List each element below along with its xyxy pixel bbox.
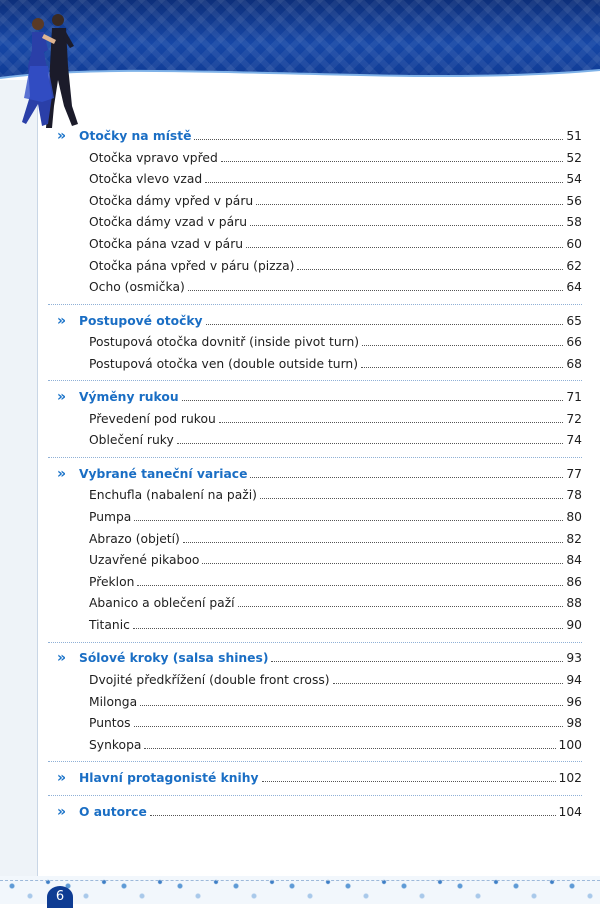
toc-page-number: 98 <box>566 716 582 731</box>
toc-page-number: 104 <box>558 804 582 819</box>
toc-page-number: 66 <box>566 335 582 350</box>
toc-section-title: Výměny rukou <box>79 390 179 405</box>
toc-item-row[interactable] <box>0 148 600 168</box>
toc-page-number: 80 <box>566 510 582 524</box>
toc-item-row[interactable] <box>0 430 600 450</box>
toc-page-number: 96 <box>566 694 582 709</box>
toc-section-title: Sólové kroky (salsa shines) <box>79 651 269 666</box>
toc-page-number: 93 <box>566 651 582 666</box>
toc-item-title: Puntos <box>89 716 131 731</box>
toc-item-row[interactable] <box>0 550 600 570</box>
toc-page-number: 74 <box>566 433 582 448</box>
dot-leader <box>183 542 564 543</box>
section-divider <box>48 304 582 305</box>
toc-item-row[interactable] <box>0 169 600 189</box>
toc-item-row[interactable] <box>0 256 600 276</box>
section-marker-icon: » <box>57 770 67 787</box>
toc-item-title: Uzavřené pikaboo <box>89 553 200 568</box>
toc-page-number: 94 <box>566 673 582 687</box>
dot-leader <box>206 324 564 325</box>
section-divider <box>48 457 582 458</box>
section-marker-icon: » <box>57 389 67 406</box>
section-marker-icon: » <box>57 650 67 667</box>
toc-item-row[interactable] <box>0 191 600 211</box>
dot-leader <box>221 161 564 162</box>
dot-leader <box>137 585 563 586</box>
section-marker-icon: » <box>57 465 67 482</box>
toc-item-row[interactable] <box>0 409 600 429</box>
toc-item-title: Otočka pána vpřed v páru (pizza) <box>89 258 295 273</box>
section-marker-icon: » <box>57 312 67 329</box>
section-divider <box>48 795 582 796</box>
section-divider <box>48 380 582 381</box>
toc-page-number: 78 <box>566 488 582 503</box>
toc-section-title: Postupové otočky <box>79 313 203 328</box>
dot-leader <box>150 815 556 816</box>
toc-item-title: Dvojité předkřížení (double front cross) <box>89 673 330 687</box>
toc-page-number: 60 <box>566 237 582 251</box>
dot-leader <box>182 400 564 401</box>
toc-page-number: 86 <box>566 574 582 589</box>
toc-page-number: 51 <box>566 129 582 143</box>
toc-item-row[interactable] <box>0 234 600 254</box>
toc-item-title: Abanico a oblečení paží <box>89 596 235 611</box>
dot-leader <box>260 498 563 499</box>
toc-item-row[interactable] <box>0 593 600 613</box>
dot-leader <box>250 477 563 478</box>
toc-item-row[interactable] <box>0 692 600 712</box>
toc-page-number: 56 <box>566 193 582 208</box>
dot-leader <box>238 606 564 607</box>
dot-leader <box>140 705 563 706</box>
toc-item-title: Postupová otočka ven (double outside turn) <box>89 356 359 371</box>
dot-leader <box>202 563 563 564</box>
toc-item-title: Enchufla (nabalení na paži) <box>89 488 257 503</box>
toc-page-number: 65 <box>566 313 582 328</box>
toc-item-title: Postupová otočka dovnitř (inside pivot turn) <box>89 335 360 350</box>
toc-item-row[interactable] <box>0 212 600 232</box>
toc-item-row[interactable] <box>0 735 600 755</box>
toc-item-row[interactable] <box>0 277 600 297</box>
toc-item-title: Titanic <box>89 618 130 632</box>
toc-page-number: 77 <box>566 466 582 481</box>
toc-page-number: 68 <box>566 356 582 371</box>
toc-page-number: 100 <box>558 737 582 752</box>
toc-item-title: Otočka pána vzad v páru <box>89 237 244 251</box>
toc-page-number: 52 <box>566 150 582 165</box>
dot-leader <box>188 290 564 291</box>
section-divider <box>48 761 582 762</box>
toc-item-title: Otočka dámy vzad v páru <box>89 215 247 230</box>
toc-section-row[interactable] <box>0 126 600 146</box>
toc-page-number: 54 <box>566 172 582 187</box>
toc-section-row[interactable] <box>0 387 600 407</box>
toc-item-title: Milonga <box>89 694 138 709</box>
toc-item-title: Otočka vlevo vzad <box>89 172 203 187</box>
dot-leader <box>134 726 564 727</box>
toc-page-number: 88 <box>566 596 582 611</box>
dot-leader <box>219 422 564 423</box>
header-swoosh <box>0 48 600 88</box>
footer-divider <box>0 880 600 881</box>
toc-item-title: Oblečení ruky <box>89 433 174 448</box>
toc-item-title: Ocho (osmička) <box>89 280 185 295</box>
toc-item-title: Otočka vpravo vpřed <box>89 150 218 165</box>
toc-item-row[interactable] <box>0 354 600 374</box>
dot-leader <box>362 345 563 346</box>
dot-leader <box>177 443 564 444</box>
section-marker-icon: » <box>57 128 67 144</box>
toc-item-title: Abrazo (objetí) <box>89 531 180 546</box>
dot-leader <box>361 367 563 368</box>
toc-item-row[interactable] <box>0 485 600 505</box>
toc-page-number: 64 <box>566 280 582 295</box>
dot-leader <box>133 628 563 629</box>
toc-section-title: Hlavní protagonisté knihy <box>79 771 259 786</box>
toc-item-row[interactable] <box>0 529 600 549</box>
toc-section-row[interactable] <box>0 802 600 822</box>
section-marker-icon: » <box>57 803 67 820</box>
toc-page-number: 62 <box>566 258 582 273</box>
dot-leader <box>134 520 563 521</box>
dot-leader <box>333 683 564 684</box>
dot-leader <box>250 225 563 226</box>
toc-page-number: 71 <box>566 390 582 405</box>
toc-item-title: Synkopa <box>89 737 142 752</box>
toc-page-number: 72 <box>566 411 582 426</box>
toc-item-row[interactable] <box>0 713 600 733</box>
toc-section-title: Vybrané taneční variace <box>79 466 248 481</box>
dancing-couple-icon <box>8 6 84 134</box>
toc-page-number: 58 <box>566 215 582 230</box>
dot-leader <box>144 748 555 749</box>
toc-page-number: 82 <box>566 531 582 546</box>
toc-page-number: 102 <box>558 771 582 786</box>
toc-page-number: 90 <box>566 618 582 632</box>
toc-item-title: Otočka dámy vpřed v páru <box>89 193 254 208</box>
toc-item-title: Překlon <box>89 574 135 589</box>
toc-item-row[interactable] <box>0 507 600 527</box>
dot-leader <box>194 139 563 140</box>
toc-section-row[interactable] <box>0 464 600 484</box>
toc-item-title: Převedení pod rukou <box>89 411 216 426</box>
toc-item-row[interactable] <box>0 332 600 352</box>
page-number: 6 <box>47 886 73 908</box>
toc-item-title: Pumpa <box>89 510 132 524</box>
toc-section-title: Otočky na místě <box>79 129 192 143</box>
toc-item-row[interactable] <box>0 670 600 690</box>
dot-leader <box>246 247 563 248</box>
toc-section-row[interactable] <box>0 768 600 788</box>
toc-item-row[interactable] <box>0 615 600 635</box>
toc-section-row[interactable] <box>0 311 600 331</box>
dot-leader <box>205 182 563 183</box>
dot-leader <box>271 661 563 662</box>
toc-section-title: O autorce <box>79 804 147 819</box>
dot-leader <box>256 204 563 205</box>
toc-page-number: 84 <box>566 553 582 568</box>
section-divider <box>48 642 582 643</box>
dot-leader <box>297 269 563 270</box>
toc-item-row[interactable] <box>0 572 600 592</box>
dot-leader <box>262 781 556 782</box>
toc-section-row[interactable] <box>0 648 600 668</box>
